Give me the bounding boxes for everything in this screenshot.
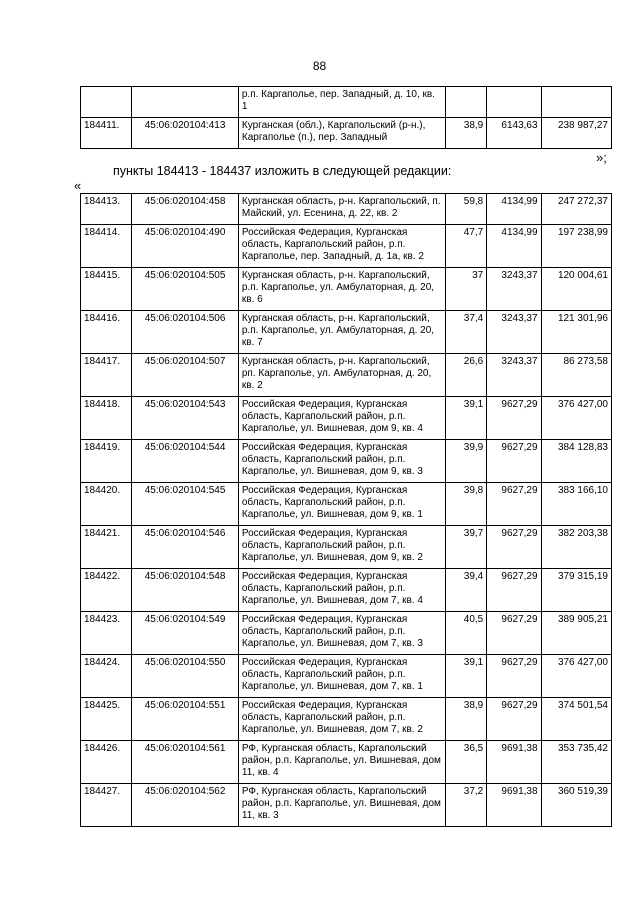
cadastral-number-cell [132,87,239,118]
item-number-cell [81,87,132,118]
total-value-cell: 383 166,10 [541,483,611,526]
cadastral-number-cell: 45:06:020104:507 [132,354,239,397]
page-number: 88 [312,59,327,73]
unit-cost-cell: 9627,29 [487,612,541,655]
table-row [81,311,612,354]
total-value-cell: 353 735,42 [541,741,611,784]
total-value-cell: 389 905,21 [541,612,611,655]
total-value-cell: 384 128,83 [541,440,611,483]
cadastral-number-cell: 45:06:020104:413 [132,118,239,149]
address-cell: Российская Федерация, Курганская область, Каргапольский район, р.п. Каргаполье, ул. Вишневая, дом 9, кв. 2 [238,526,445,569]
unit-cost-cell: 9627,29 [487,698,541,741]
address-cell: РФ, Курганская область, Каргапольский район, р.п. Каргаполье, ул. Вишневая, дом 11, кв. 4 [238,741,445,784]
address-cell: Курганская область, р-н. Каргапольский, р.п. Каргаполье, ул. Амбулаторная, д. 20, кв. 7 [238,311,445,354]
area-cell: 39,1 [446,397,487,440]
unit-cost-cell: 3243,37 [487,311,541,354]
unit-cost-cell: 9627,29 [487,397,541,440]
item-number-cell: 184415. [81,268,132,311]
item-number-cell: 184419. [81,440,132,483]
table-row [81,698,612,741]
cadastral-number-cell: 45:06:020104:544 [132,440,239,483]
table-row [81,268,612,311]
address-cell: Курганская область, р-н. Каргапольский, рп. Каргаполье, ул. Амбулаторная, д. 20, кв. 2 [238,354,445,397]
area-cell: 39,8 [446,483,487,526]
item-number-cell: 184427. [81,784,132,827]
cadastral-number-cell: 45:06:020104:562 [132,784,239,827]
address-cell: Российская Федерация, Курганская область, Каргапольский район, р.п. Каргаполье, пер. Западный, д. 1а, кв. 2 [238,225,445,268]
area-cell: 47,7 [446,225,487,268]
area-cell: 38,9 [446,698,487,741]
cadastral-number-cell: 45:06:020104:545 [132,483,239,526]
table-row [81,741,612,784]
table-row [81,483,612,526]
table-row [81,194,612,225]
table-row [81,397,612,440]
item-number-cell: 184418. [81,397,132,440]
address-cell: Российская Федерация, Курганская область, Каргапольский район, р.п. Каргаполье, ул. Вишневая, дом 7, кв. 4 [238,569,445,612]
item-number-cell: 184424. [81,655,132,698]
table-row [81,354,612,397]
cadastral-number-cell: 45:06:020104:505 [132,268,239,311]
total-value-cell: 86 273,58 [541,354,611,397]
total-value-cell: 376 427,00 [541,397,611,440]
unit-cost-cell: 4134,99 [487,194,541,225]
previous-items-table [80,86,612,149]
cadastral-number-cell: 45:06:020104:458 [132,194,239,225]
area-cell: 39,7 [446,526,487,569]
amended-items-body [81,194,612,827]
area-cell: 39,9 [446,440,487,483]
area-cell: 38,9 [446,118,487,149]
address-cell: РФ, Курганская область, Каргапольский район, р.п. Каргаполье, ул. Вишневая, дом 11, кв. 3 [238,784,445,827]
total-value-cell: 379 315,19 [541,569,611,612]
total-value-cell: 238 987,27 [541,118,611,149]
amendment-instruction: пункты 184413 - 184437 изложить в следующей редакции: [113,164,452,178]
cadastral-number-cell: 45:06:020104:506 [132,311,239,354]
unit-cost-cell: 9627,29 [487,569,541,612]
cadastral-number-cell: 45:06:020104:546 [132,526,239,569]
item-number-cell: 184417. [81,354,132,397]
cadastral-number-cell: 45:06:020104:551 [132,698,239,741]
address-cell: Российская Федерация, Курганская область, Каргапольский район, р.п. Каргаполье, ул. Вишневая, дом 9, кв. 4 [238,397,445,440]
address-cell: Курганская область, р-н. Каргапольский, р.п. Каргаполье, ул. Амбулаторная, д. 20, кв. 6 [238,268,445,311]
total-value-cell: 247 272,37 [541,194,611,225]
item-number-cell: 184420. [81,483,132,526]
address-cell: Курганская область, р-н. Каргапольский, п. Майский, ул. Есенина, д. 22, кв. 2 [238,194,445,225]
item-number-cell: 184423. [81,612,132,655]
cadastral-number-cell: 45:06:020104:561 [132,741,239,784]
total-value-cell: 360 519,39 [541,784,611,827]
unit-cost-cell: 9627,29 [487,483,541,526]
item-number-cell: 184426. [81,741,132,784]
cadastral-number-cell: 45:06:020104:549 [132,612,239,655]
unit-cost-cell: 9691,38 [487,784,541,827]
unit-cost-cell: 9627,29 [487,526,541,569]
cadastral-number-cell: 45:06:020104:543 [132,397,239,440]
item-number-cell: 184425. [81,698,132,741]
area-cell: 59,8 [446,194,487,225]
area-cell: 37,4 [446,311,487,354]
table-row [81,440,612,483]
item-number-cell: 184411. [81,118,132,149]
address-cell: Российская Федерация, Курганская область, Каргапольский район, р.п. Каргаполье, ул. Вишневая, дом 9, кв. 1 [238,483,445,526]
total-value-cell: 382 203,38 [541,526,611,569]
table-row [81,569,612,612]
cadastral-number-cell: 45:06:020104:550 [132,655,239,698]
unit-cost-cell: 9627,29 [487,655,541,698]
unit-cost-cell: 9627,29 [487,440,541,483]
total-value-cell: 120 004,61 [541,268,611,311]
area-cell [446,87,487,118]
total-value-cell: 374 501,54 [541,698,611,741]
unit-cost-cell: 6143,63 [487,118,541,149]
unit-cost-cell [487,87,541,118]
table-row [81,87,612,118]
previous-items-body [81,87,612,149]
unit-cost-cell: 3243,37 [487,268,541,311]
item-number-cell: 184421. [81,526,132,569]
table-row [81,784,612,827]
address-cell: р.п. Каргаполье, пер. Западный, д. 10, кв. 1 [238,87,445,118]
area-cell: 39,1 [446,655,487,698]
total-value-cell: 376 427,00 [541,655,611,698]
item-number-cell: 184414. [81,225,132,268]
address-cell: Российская Федерация, Курганская область, Каргапольский район, р.п. Каргаполье, ул. Вишневая, дом 7, кв. 3 [238,612,445,655]
opening-quote: « [74,178,82,193]
total-value-cell: 197 238,99 [541,225,611,268]
area-cell: 36,5 [446,741,487,784]
area-cell: 26,6 [446,354,487,397]
address-cell: Российская Федерация, Курганская область, Каргапольский район, р.п. Каргаполье, ул. Вишневая, дом 9, кв. 3 [238,440,445,483]
unit-cost-cell: 4134,99 [487,225,541,268]
unit-cost-cell: 9691,38 [487,741,541,784]
address-cell: Курганская (обл.), Каргапольский (р-н.), Каргаполье (п.), пер. Западный [238,118,445,149]
area-cell: 40,5 [446,612,487,655]
cadastral-number-cell: 45:06:020104:548 [132,569,239,612]
item-number-cell: 184413. [81,194,132,225]
cadastral-number-cell: 45:06:020104:490 [132,225,239,268]
area-cell: 37 [446,268,487,311]
table-row [81,655,612,698]
item-number-cell: 184422. [81,569,132,612]
total-value-cell: 121 301,96 [541,311,611,354]
table-row [81,118,612,149]
unit-cost-cell: 3243,37 [487,354,541,397]
address-cell: Российская Федерация, Курганская область, Каргапольский район, р.п. Каргаполье, ул. Вишневая, дом 7, кв. 1 [238,655,445,698]
item-number-cell: 184416. [81,311,132,354]
table-row [81,225,612,268]
address-cell: Российская Федерация, Курганская область, Каргапольский район, р.п. Каргаполье, ул. Вишневая, дом 7, кв. 2 [238,698,445,741]
closing-quote: »; [596,150,607,165]
table-row [81,612,612,655]
amended-items-table [80,193,612,827]
total-value-cell [541,87,611,118]
area-cell: 39,4 [446,569,487,612]
area-cell: 37,2 [446,784,487,827]
table-row [81,526,612,569]
